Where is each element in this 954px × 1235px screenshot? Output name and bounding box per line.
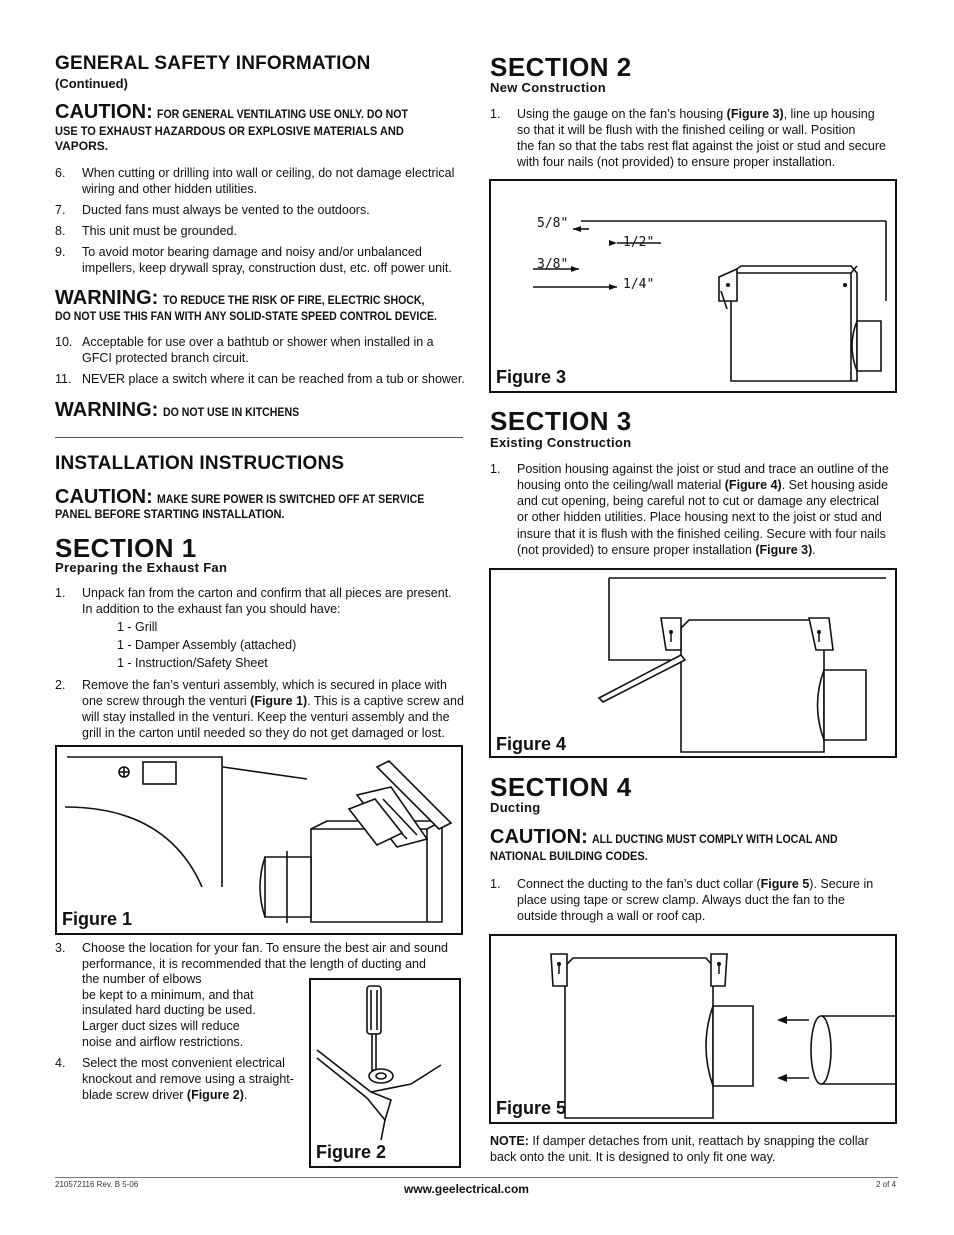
figure-ref: (Figure 3) xyxy=(755,543,813,557)
s1-item-2 xyxy=(55,677,465,743)
warning-word: WARNING: xyxy=(55,399,159,421)
caution-word: CAUTION: xyxy=(55,486,153,508)
caution-general-line2: USE TO EXHAUST HAZARDOUS OR EXPLOSIVE MATERIALS AND xyxy=(55,124,404,138)
warning-text: DO NOT USE IN KITCHENS xyxy=(162,405,299,419)
caution-power-line2: PANEL BEFORE STARTING INSTALLATION. xyxy=(55,507,285,521)
gsi-heading: GENERAL SAFETY INFORMATION xyxy=(55,53,371,74)
item-text: Unpack fan from the carton and confirm that all pieces are present. xyxy=(82,586,452,600)
note-line-2: back onto the unit. It is designed to only fit one way. xyxy=(490,1150,776,1164)
item-text: Position housing against the joist or stud and trace an outline of the xyxy=(517,462,889,476)
figure-ref: (Figure 4) xyxy=(724,478,782,492)
part-item: 1 - Grill xyxy=(117,620,158,634)
part-item: 1 - Instruction/Safety Sheet xyxy=(117,656,268,670)
caution-general xyxy=(55,101,442,124)
item-text: housing onto the ceiling/wall material (Figure 4). Set housing aside xyxy=(517,478,889,492)
caution-ducting-line2: NATIONAL BUILDING CODES. xyxy=(490,849,648,863)
gauge-label-1-2: 1/2" xyxy=(623,235,655,250)
s2-item-1 xyxy=(490,106,900,172)
item-text: In addition to the exhaust fan you should have: xyxy=(82,602,341,616)
item-number: 8. xyxy=(55,224,66,238)
list-item-7 xyxy=(55,202,465,220)
page-number: 2 of 4 xyxy=(876,1180,897,1189)
item-number: 3. xyxy=(55,941,66,955)
section-divider xyxy=(55,437,463,438)
caution-word: CAUTION: xyxy=(490,826,588,848)
item-number: 11. xyxy=(55,372,72,386)
item-text: Remove the fan’s venturi assembly, which is secured in place with xyxy=(82,678,447,692)
note-text: If damper detaches from unit, reattach by snapping the collar xyxy=(528,1134,869,1148)
section-3-title: SECTION 3 xyxy=(490,406,632,436)
s1-item-4 xyxy=(55,1055,305,1105)
item-text: or other hidden utilities. Place housing next to the joist or stud and xyxy=(517,510,882,524)
figure-2-illustration xyxy=(311,980,459,1166)
figure-1-illustration xyxy=(57,747,461,933)
item-text: NEVER place a switch where it can be reached from a tub or shower. xyxy=(82,372,465,386)
figure-ref: (Figure 1) xyxy=(250,694,308,708)
figure-ref: Figure 5 xyxy=(760,877,810,891)
item-number: 6. xyxy=(55,166,66,180)
warning-text: TO REDUCE THE RISK OF FIRE, ELECTRIC SHOCK, xyxy=(162,293,425,307)
item-text: noise and airflow restrictions. xyxy=(82,1035,244,1049)
section-2-title: SECTION 2 xyxy=(490,52,632,82)
item-number: 1. xyxy=(490,107,501,121)
section-4-subtitle: Ducting xyxy=(490,800,541,815)
caution-text: MAKE SURE POWER IS SWITCHED OFF AT SERVICE xyxy=(157,492,425,506)
section-2-subtitle: New Construction xyxy=(490,80,607,95)
item-text: with four nails (not provided) to ensure proper installation. xyxy=(517,155,836,169)
part-item: 1 - Damper Assembly (attached) xyxy=(117,638,297,652)
item-text: blade screw driver (Figure 2). xyxy=(82,1088,248,1102)
gauge-label-5-8: 5/8" xyxy=(537,216,569,231)
figure-3 xyxy=(489,179,897,393)
item-text: insulated hard ducting be used. xyxy=(82,1003,256,1017)
warning-shock xyxy=(55,287,460,310)
warning-kitchens xyxy=(55,399,317,422)
figure-ref: (Figure 2) xyxy=(186,1088,244,1102)
item-text: When cutting or drilling into wall or ceiling, do not damage electrical xyxy=(82,166,455,180)
caution-text: ALL DUCTING MUST COMPLY WITH LOCAL AND xyxy=(592,832,838,846)
item-text: To avoid motor bearing damage and noisy and/or unbalanced xyxy=(82,245,422,259)
figure-4-label: Figure 4 xyxy=(496,734,567,754)
item-text: Connect the ducting to the fan’s duct collar (Figure 5). Secure in xyxy=(517,877,874,891)
figure-3-illustration xyxy=(491,181,895,391)
caution-power xyxy=(55,486,461,509)
caution-word: CAUTION: xyxy=(55,101,153,123)
warning-shock-line2: DO NOT USE THIS FAN WITH ANY SOLID-STATE SPEED CONTROL DEVICE. xyxy=(55,309,437,323)
item-text: This unit must be grounded. xyxy=(82,224,237,238)
item-number: 1. xyxy=(490,462,501,476)
doc-number: 210572116 Rev. B 5-06 xyxy=(55,1180,139,1189)
figure-2 xyxy=(309,978,461,1168)
figure-4 xyxy=(489,568,897,758)
gauge-label-1-4: 1/4" xyxy=(623,277,655,292)
item-number: 1. xyxy=(55,586,66,600)
figure-1-label: Figure 1 xyxy=(62,909,133,929)
item-text: (not provided) to ensure proper installation (Figure 3). xyxy=(517,543,816,557)
gsi-continued: (Continued) xyxy=(55,76,128,91)
item-text: the number of elbows xyxy=(82,972,202,986)
warning-word: WARNING: xyxy=(55,287,159,309)
item-text: GFCI protected branch circuit. xyxy=(82,351,249,365)
figure-4-illustration xyxy=(491,570,895,756)
item-text: Larger duct sizes will reduce xyxy=(82,1019,240,1033)
item-number: 10. xyxy=(55,335,73,349)
figure-5 xyxy=(489,934,897,1124)
item-text: so that it will be flush with the finished ceiling or wall. Position xyxy=(517,123,856,137)
item-text: the fan so that the tabs rest flat against the joist or stud and secure xyxy=(517,139,886,153)
note-label: NOTE: xyxy=(490,1134,529,1148)
gauge-label-3-8: 3/8" xyxy=(537,257,569,272)
item-text: knockout and remove using a straight- xyxy=(82,1072,294,1086)
note-line-1 xyxy=(490,1133,869,1149)
item-text: impellers, keep drywall spray, construction dust, etc. off power unit. xyxy=(82,261,452,275)
item-number: 9. xyxy=(55,245,66,259)
list-item-8 xyxy=(55,223,465,241)
item-number: 2. xyxy=(55,678,66,692)
item-text: performance, it is recommended that the length of ducting and xyxy=(82,957,426,971)
item-text: Using the gauge on the fan’s housing (Figure 3), line up housing xyxy=(517,107,875,121)
s4-item-1 xyxy=(490,876,900,926)
figure-5-label: Figure 5 xyxy=(496,1098,567,1118)
website-link[interactable]: www.geelectrical.com xyxy=(404,1182,529,1196)
section-1-subtitle: Preparing the Exhaust Fan xyxy=(55,560,228,575)
item-text: be kept to a minimum, and that xyxy=(82,988,254,1002)
figure-1 xyxy=(55,745,463,935)
item-text: place using tape or screw clamp. Always duct the fan to the xyxy=(517,893,845,907)
section-1-title: SECTION 1 xyxy=(55,533,197,563)
footer-divider xyxy=(55,1177,898,1178)
list-item-9 xyxy=(55,244,465,278)
section-4-title: SECTION 4 xyxy=(490,772,632,802)
list-item-11 xyxy=(55,371,465,389)
s3-item-1 xyxy=(490,461,900,559)
s1-item-3 xyxy=(55,940,448,1052)
item-text: wiring and other hidden utilities. xyxy=(82,182,258,196)
figure-2-label: Figure 2 xyxy=(316,1142,387,1162)
item-text: Ducted fans must always be vented to the outdoors. xyxy=(82,203,370,217)
item-number: 7. xyxy=(55,203,66,217)
section-3-subtitle: Existing Construction xyxy=(490,435,632,450)
list-item-6 xyxy=(55,165,465,199)
item-text: insure that it is flush with the finished ceiling. Secure with four nails xyxy=(517,527,886,541)
item-text: and cut opening, being careful not to cut or damage any electrical xyxy=(517,494,880,508)
item-number: 4. xyxy=(55,1056,66,1070)
item-number: 1. xyxy=(490,877,501,891)
installation-heading: INSTALLATION INSTRUCTIONS xyxy=(55,453,345,474)
figure-ref: (Figure 3) xyxy=(726,107,784,121)
figure-3-label: Figure 3 xyxy=(496,367,567,387)
item-text: will stay installed in the venturi. Keep the venturi assembly and the xyxy=(82,710,450,724)
item-text: Select the most convenient electrical xyxy=(82,1056,285,1070)
list-item-10 xyxy=(55,334,465,368)
item-text: one screw through the venturi (Figure 1). This is a captive screw and xyxy=(82,694,464,708)
caution-general-line3: VAPORS. xyxy=(55,139,109,153)
figure-5-illustration xyxy=(491,936,895,1122)
item-text: Acceptable for use over a bathtub or shower when installed in a xyxy=(82,335,434,349)
s1-item-1 xyxy=(55,585,465,675)
caution-text: FOR GENERAL VENTILATING USE ONLY. DO NOT xyxy=(157,107,409,121)
caution-ducting xyxy=(490,826,871,849)
item-text: outside through a wall or roof cap. xyxy=(517,909,706,923)
item-text: Choose the location for your fan. To ensure the best air and sound xyxy=(82,941,448,955)
item-text: grill in the carton until needed so they do not get damaged or lost. xyxy=(82,726,445,740)
